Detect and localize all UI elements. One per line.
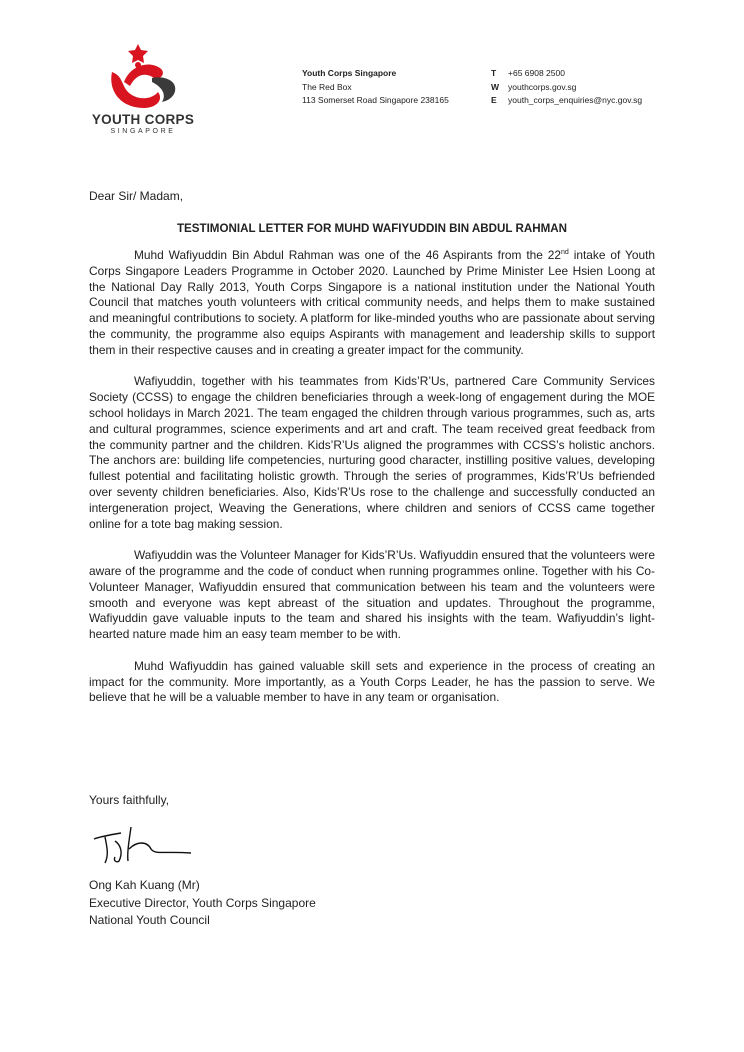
paragraph-4: Muhd Wafiyuddin has gained valuable skill sets and experience in the process of creating an impact for the community. More importantly, as a Youth Corps Leader, he has the passion to serve. We believe that he will be a valuable member to have in any team or organisation. [89, 658, 655, 705]
contact-key: E [491, 95, 497, 105]
website-link[interactable]: youthcorps.gov.sg [508, 81, 577, 92]
org-address [302, 67, 449, 108]
letter-subject: TESTIMONIAL LETTER FOR MUHD WAFIYUDDIN BIN ABDUL RAHMAN [176, 222, 568, 235]
logo-emblem-icon [104, 42, 182, 112]
org-name: Youth Corps Singapore [302, 68, 397, 78]
address-line-1: The Red Box [302, 81, 352, 92]
phone-number: +65 6908 2500 [508, 68, 565, 78]
handwritten-signature [91, 823, 201, 871]
contact-key: W [491, 81, 500, 92]
signatory-title: Executive Director, Youth Corps Singapore [89, 895, 316, 910]
logo-title: YOUTH CORPS [91, 112, 195, 127]
greeting: Dear Sir/ Madam, [89, 189, 184, 203]
contact-email [491, 94, 642, 108]
email-link[interactable]: youth_corps_enquiries@nyc.gov.sg [508, 95, 643, 105]
youth-corps-logo [88, 42, 198, 142]
contact-website [491, 81, 642, 95]
contact-key: T [491, 68, 497, 78]
paragraph-1-rest: intake of Youth Corps Singapore Leaders Programme in October 2020. Launched by Prime Minister Lee Hsien Loong at the National Day Rally 2013, Youth Corps Singapore is a national institution under the National Youth Council that matches youth volunteers with critical community needs, and helps them to make sustained and meaningful contributions to society. A platform for like-minded youths who are passionate about serving the community, the programme also equips Aspirants with management and leadership skills to support them in their respective causes and in creating a greater impact for the community. [89, 248, 655, 357]
paragraph-3: Wafiyuddin was the Volunteer Manager for Kids’R’Us. Wafiyuddin ensured that the volunteers were aware of the programme and the code of conduct when running programmes online. Together with his Co-Volunteer Manager, Wafiyuddin ensured that communication between his team and the volunteers were smooth and everyone was kept abreast of the situation and updates. Throughout the programme, Wafiyuddin gave valuable inputs to the team and shared his insights with the team. Wafiyuddin’s light-hearted nature made him an easy team member to be with. [89, 548, 655, 642]
signatory-org: National Youth Council [89, 913, 210, 927]
signatory-block [89, 877, 316, 930]
address-line-2: 113 Somerset Road Singapore 238165 [302, 95, 449, 105]
closing: Yours faithfully, [89, 793, 170, 807]
signatory-name: Ong Kah Kuang (Mr) [89, 878, 200, 892]
ordinal-suffix: nd [561, 249, 569, 257]
contact-block [491, 67, 642, 108]
letter-body [89, 248, 655, 722]
logo-subtitle: SINGAPORE [110, 128, 176, 135]
paragraph-1 [89, 248, 655, 359]
paragraph-1-start: Muhd Wafiyuddin Bin Abdul Rahman was one of the 46 Aspirants from the 22 [134, 248, 562, 262]
paragraph-2: Wafiyuddin, together with his teammates from Kids’R’Us, partnered Care Community Services Society (CCSS) to engage the children beneficiaries through a week-long of engagement during the MOE school holidays in March 2021. The team engaged the children through various programmes, such as, arts and cultural programmes, science experiments and art and craft. The team received great feedback from the community partner and the children. Kids’R’Us aligned the programmes with CCSS’s holistic anchors. The anchors are: building life competencies, nurturing good character, instilling positive values, developing fullest potential and facilitating holistic growth. Through the series of programmes, Kids’R’Us befriended over seventy children beneficiaries. Also, Kids’R’Us rose to the challenge and successfully conducted an intergeneration project, Weaving the Generations, where children and seniors of CCSS came together online for a tote bag making session. [89, 374, 655, 531]
contact-phone [491, 67, 642, 81]
